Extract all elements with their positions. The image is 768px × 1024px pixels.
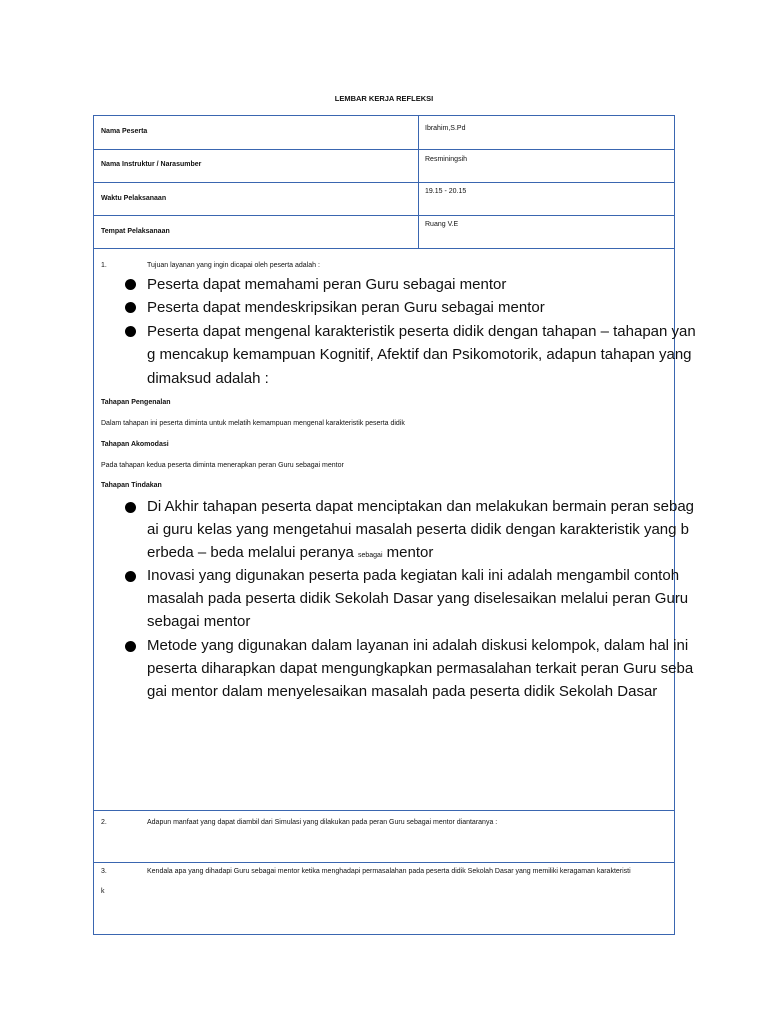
info-value-cell: [418, 182, 675, 216]
document-title: LEMBAR KERJA REFLEKSI: [334, 94, 434, 103]
bullet-icon: [125, 641, 136, 652]
text-part: mentor: [382, 544, 434, 561]
info-value: Ibrahim,S.Pd: [425, 125, 466, 132]
section-2: [93, 810, 675, 863]
bullet-icon: [125, 302, 136, 313]
bullet-text: Peserta dapat mendeskripsikan peran Guru sebagai mentor: [147, 299, 545, 316]
section-question: Tujuan layanan yang ingin dicapai oleh peserta adalah :: [147, 262, 320, 269]
info-label-cell: [93, 149, 419, 183]
bullet-icon: [125, 571, 136, 582]
bullet-text: masalah pada peserta didik Sekolah Dasar yang diselesaikan melalui peran Guru: [147, 590, 689, 607]
stage-desc: Pada tahapan kedua peserta diminta menerapkan peran Guru sebagai mentor: [101, 462, 344, 469]
bullet-text: g mencakup kemampuan Kognitif, Afektif dan Psikomotorik, adapun tahapan yang: [147, 346, 692, 363]
stage-desc: Dalam tahapan ini peserta diminta untuk melatih kemampuan mengenal karakteristik peserta didik: [101, 420, 405, 427]
text-part-small: sebagai: [357, 552, 383, 559]
text-part: erbeda – beda melalui peranya: [147, 544, 358, 561]
section-question-cont: k: [101, 888, 105, 895]
bullet-text: gai mentor dalam menyelesaikan masalah pada peserta didik Sekolah Dasar: [147, 683, 658, 700]
section-number: 1.: [101, 262, 107, 269]
info-value: Ruang V.E: [425, 221, 459, 228]
info-value-cell: [418, 149, 675, 183]
section-number: 2.: [101, 819, 107, 826]
bullet-text: [147, 544, 433, 561]
info-label: Nama Peserta: [101, 128, 148, 135]
section-question: Adapun manfaat yang dapat diambil dari Simulasi yang dilakukan pada peran Guru sebagai mentor diantaranya :: [147, 819, 498, 826]
info-label-cell: [93, 182, 419, 216]
bullet-icon: [125, 279, 136, 290]
bullet-icon: [125, 326, 136, 337]
info-label: Tempat Pelaksanaan: [101, 228, 170, 235]
info-value: 19.15 - 20.15: [425, 188, 467, 195]
bullet-text: Peserta dapat mengenal karakteristik peserta didik dengan tahapan – tahapan yan: [147, 323, 696, 340]
stage-title: Tahapan Pengenalan: [101, 399, 171, 406]
bullet-text: Inovasi yang digunakan peserta pada kegiatan kali ini adalah mengambil contoh: [147, 567, 680, 584]
bullet-text: dimaksud adalah :: [147, 370, 269, 387]
section-question: Kendala apa yang dihadapi Guru sebagai mentor ketika menghadapi permasalahan pada peserta didik Sekolah Dasar yang memiliki keragaman karakteristi: [147, 868, 631, 875]
info-label-cell: [93, 215, 419, 249]
bullet-icon: [125, 502, 136, 513]
info-label: Nama Instruktur / Narasumber: [101, 161, 202, 168]
bullet-text: sebagai mentor: [147, 613, 251, 630]
stage-title: Tahapan Tindakan: [101, 482, 162, 489]
bullet-text: Metode yang digunakan dalam layanan ini adalah diskusi kelompok, dalam hal ini: [147, 637, 689, 654]
info-value-cell: [418, 215, 675, 249]
info-value: Resminingsih: [425, 156, 468, 163]
bullet-text: Di Akhir tahapan peserta dapat menciptakan dan melakukan bermain peran sebag: [147, 498, 695, 515]
bullet-text: peserta diharapkan dapat mengungkapkan permasalahan terkait peran Guru seba: [147, 660, 694, 677]
info-value-cell: [418, 115, 675, 150]
info-label-cell: [93, 115, 419, 150]
section-number: 3.: [101, 868, 107, 875]
stage-title: Tahapan Akomodasi: [101, 441, 169, 448]
bullet-text: Peserta dapat memahami peran Guru sebagai mentor: [147, 276, 507, 293]
bullet-text: ai guru kelas yang mengetahui masalah peserta didik dengan karakteristik yang b: [147, 521, 689, 538]
info-label: Waktu Pelaksanaan: [101, 195, 167, 202]
